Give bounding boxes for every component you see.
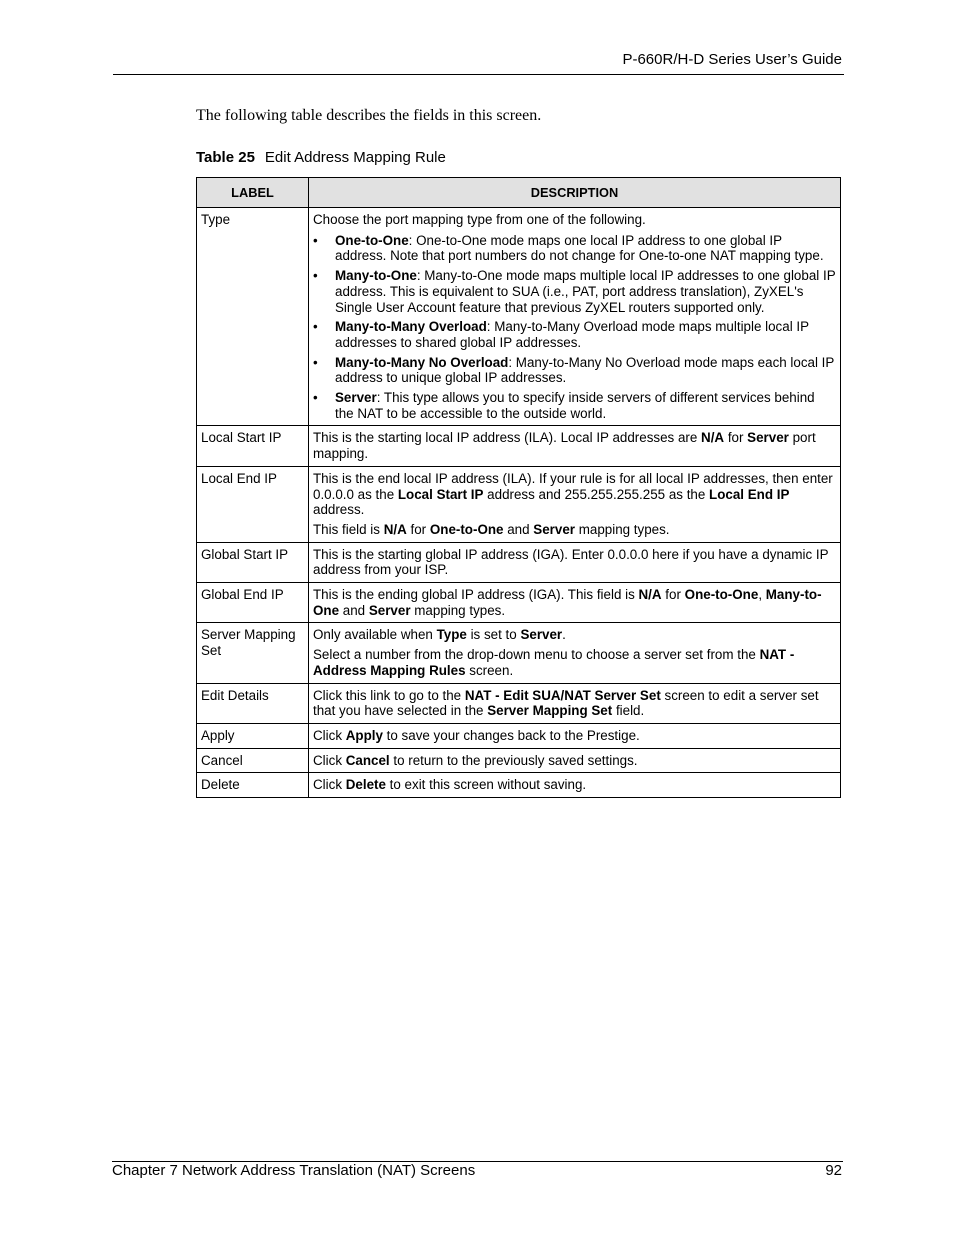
term: Many-to-Many No Overload (335, 354, 509, 370)
description-text: Click Cancel to return to the previously saved settings. (313, 752, 638, 768)
table-row (197, 723, 841, 748)
row-description (309, 623, 841, 683)
term: Many-to-Many Overload (335, 319, 487, 335)
term-text: : Many-to-Many Overload mode maps multiple local IP addresses to shared global IP addresses. (335, 319, 809, 350)
row-description (309, 748, 841, 773)
footer-page-number: 92 (825, 1162, 842, 1179)
description-text: This is the end local IP address (ILA). If your rule is for all local IP addresses, then enter 0.0.0.0 as the Local Start IP address and 255.255.255.255 as the Local End IP address. (313, 470, 833, 518)
row-description (309, 773, 841, 798)
row-description (309, 683, 841, 723)
table-row (197, 683, 841, 723)
list-item (313, 390, 836, 421)
row-label: Local End IP (197, 466, 309, 542)
row-label: Global End IP (197, 583, 309, 623)
description-text: Only available when Type is set to Server. (313, 627, 566, 643)
description-text: This is the starting global IP address (IGA). Enter 0.0.0.0 here if you have a dynamic IP address from your ISP. (313, 546, 829, 578)
list-item (313, 355, 836, 386)
row-label: Type (197, 208, 309, 426)
row-description (309, 426, 841, 466)
footer-chapter: Chapter 7 Network Address Translation (NAT) Screens (112, 1162, 476, 1179)
row-description (309, 542, 841, 582)
term-text: : Many-to-Many No Overload mode maps each local IP address to unique global IP addresses. (335, 354, 835, 386)
fields-table (196, 177, 841, 798)
table-number: Table 25 (196, 149, 255, 166)
row-label: Local Start IP (197, 426, 309, 466)
description-text: Click Apply to save your changes back to the Prestige. (313, 727, 640, 743)
table-header-row (197, 178, 841, 208)
description-text: This is the starting local IP address (ILA). Local IP addresses are N/A for Server port mapping. (313, 430, 816, 462)
table-row (197, 773, 841, 798)
type-options-list (313, 233, 836, 422)
row-description (309, 583, 841, 623)
list-item (313, 319, 836, 350)
row-label: Apply (197, 723, 309, 748)
description-text: Select a number from the drop-down menu to choose a server set from the NAT - Address Mapping Rules screen. (313, 647, 795, 678)
description-text: This field is N/A for One-to-One and Server mapping types. (313, 521, 670, 537)
description-text: This is the ending global IP address (IGA). This field is N/A for One-to-One, Many-to-One and Server mapping types. (313, 587, 822, 618)
header-divider (113, 74, 844, 75)
table-row (197, 623, 841, 683)
row-label: Global Start IP (197, 542, 309, 582)
row-description (309, 208, 841, 426)
row-description (309, 466, 841, 542)
term: Server (335, 390, 377, 406)
term-text: : Many-to-One mode maps multiple local IP addresses to one global IP address. This is equivalent to SUA (i.e., PAT, port address translation), ZyXEL's Single User Account feature that previous ZyXEL routers supported only. (335, 268, 836, 315)
list-item (313, 233, 836, 264)
header-title: P-660R/H-D Series User’s Guide (622, 51, 842, 68)
description-text: Click this link to go to the NAT - Edit SUA/NAT Server Set screen to edit a server set that you have selected in the Server Mapping Set field. (313, 687, 819, 719)
row-label: Server Mapping Set (197, 623, 309, 683)
row-description (309, 723, 841, 748)
table-row (197, 426, 841, 466)
table-title: Edit Address Mapping Rule (264, 149, 446, 166)
term: Many-to-One (335, 268, 417, 284)
column-header-label: LABEL (197, 178, 309, 208)
list-item (313, 268, 836, 315)
column-header-description: DESCRIPTION (309, 178, 841, 208)
row-label: Cancel (197, 748, 309, 773)
intro-text: The following table describes the fields in this screen. (196, 107, 542, 124)
term-text: : This type allows you to specify inside servers of different services behind the NAT to be accessible to the outside world. (335, 390, 815, 421)
term: One-to-One (335, 232, 409, 248)
row-label: Delete (197, 773, 309, 798)
table-row (197, 748, 841, 773)
row-label: Edit Details (197, 683, 309, 723)
table-row (197, 208, 841, 426)
table-row (197, 542, 841, 582)
description-text: Click Delete to exit this screen without saving. (313, 777, 587, 793)
table-row (197, 466, 841, 542)
term-text: : One-to-One mode maps one local IP address to one global IP address. Note that port numbers do not change for One-to-one NAT mapping type. (335, 232, 824, 264)
table-row (197, 583, 841, 623)
type-intro: Choose the port mapping type from one of the following. (313, 212, 646, 227)
table-caption (196, 149, 446, 166)
